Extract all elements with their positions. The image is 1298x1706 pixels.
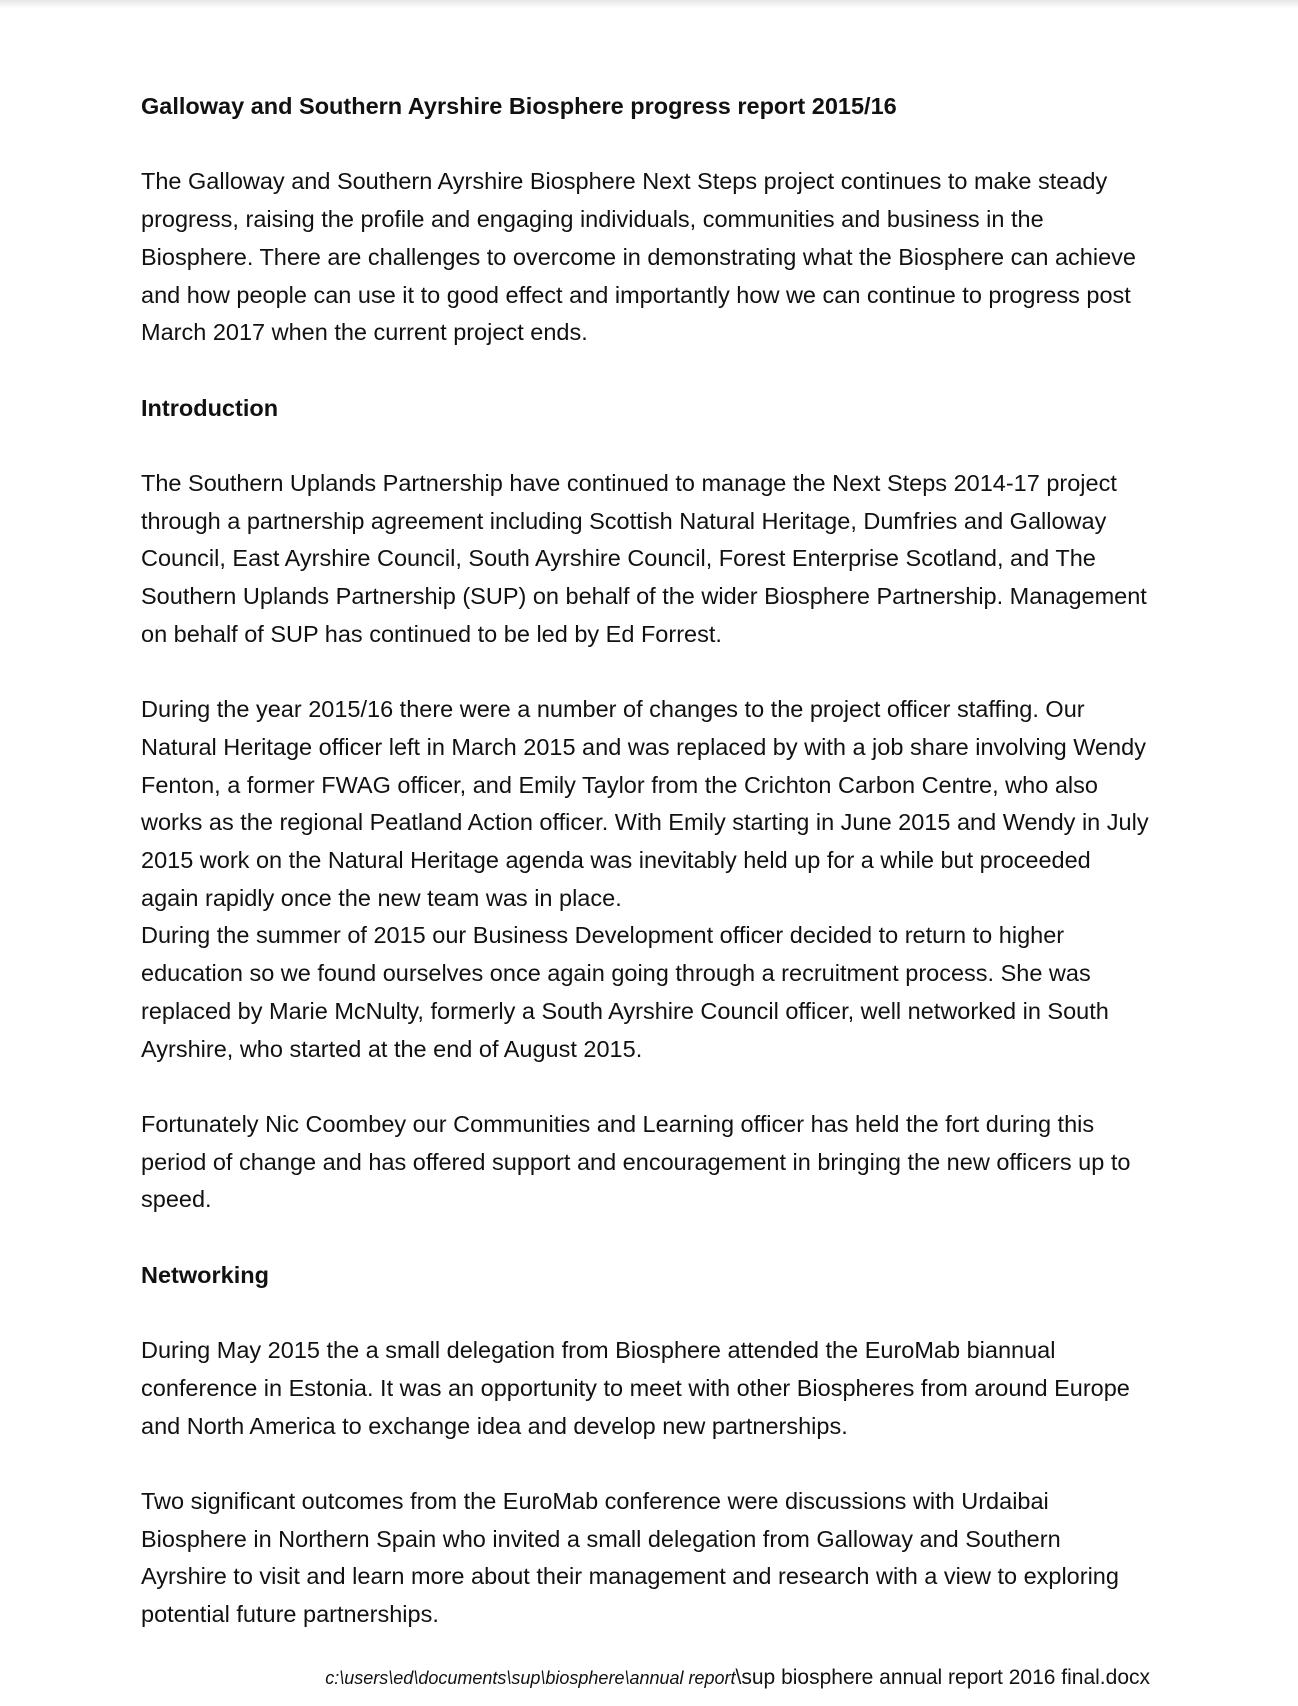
spacer bbox=[141, 1294, 1151, 1332]
section-heading-networking: Networking bbox=[141, 1261, 269, 1288]
paragraph: During the year 2015/16 there were a number of changes to the project officer staffing. Our Natural Heritage officer left in March 2015 and was replaced by with a job share involving Wendy Fenton, a former FWAG officer, and Emily Taylor from the Crichton Carbon Centre, who also works as the regional Peatland Action officer. With Emily starting in June 2015 and Wendy in July 2015 work on the Natural Heritage agenda was inevitably held up for a while but proceeded again rapidly once the new team was in place. bbox=[141, 696, 1149, 911]
spacer bbox=[141, 1445, 1151, 1483]
spacer bbox=[141, 1068, 1151, 1106]
footer-file-name: sup biosphere annual report 2016 final.docx bbox=[741, 1666, 1150, 1689]
spacer bbox=[141, 654, 1151, 692]
spacer bbox=[141, 427, 1151, 465]
page-top-edge bbox=[0, 0, 1298, 8]
paragraph: Fortunately Nic Coombey our Communities and Learning officer has held the fort during this period of change and has offered support and encouragement in bringing the new officers up to speed. bbox=[141, 1110, 1131, 1213]
footer-path-separator: \ bbox=[735, 1666, 742, 1689]
paragraph: Two significant outcomes from the EuroMab conference were discussions with Urdaibai Biosphere in Northern Spain who invited a small delegation from Galloway and Southern Ayrshire to visit and learn more about their management and research with a view to exploring potential future partnerships. bbox=[141, 1487, 1119, 1627]
document-footer bbox=[325, 1664, 1150, 1692]
spacer bbox=[141, 352, 1151, 390]
section-heading-introduction: Introduction bbox=[141, 394, 279, 421]
document-title: Galloway and Southern Ayrshire Biosphere progress report 2015/16 bbox=[141, 93, 897, 119]
paragraph: During the summer of 2015 our Business Development officer decided to return to higher education so we found ourselves once again going through a recruitment process. She was replaced by Marie McNulty, formerly a South Ayrshire Council officer, well networked in South Ayrshire, who started at the end of August 2015. bbox=[141, 922, 1109, 1062]
spacer bbox=[141, 126, 1151, 164]
document-body bbox=[141, 88, 1151, 1634]
footer-file-path: c:\users\ed\documents\sup\biosphere\annual report bbox=[325, 1668, 736, 1688]
paragraph: The Southern Uplands Partnership have continued to manage the Next Steps 2014-17 project through a partnership agreement including Scottish Natural Heritage, Dumfries and Galloway Council, East Ayrshire Council, South Ayrshire Council, Forest Enterprise Scotland, and The Southern Uplands Partnership (SUP) on behalf of the wider Biosphere Partnership. Management on behalf of SUP has continued to be led by Ed Forrest. bbox=[141, 469, 1147, 647]
paragraph: During May 2015 the a small delegation from Biosphere attended the EuroMab biannual conference in Estonia. It was an opportunity to meet with other Biospheres from around Europe and North America to exchange idea and develop new partnerships. bbox=[141, 1337, 1130, 1439]
intro-paragraph: The Galloway and Southern Ayrshire Biosphere Next Steps project continues to make steady progress, raising the profile and engaging individuals, communities and business in the Biosphere. There are challenges to overcome in demonstrating what the Biosphere can achieve and how people can use it to good effect and importantly how we can continue to progress post March 2017 when the current project ends. bbox=[141, 168, 1136, 346]
spacer bbox=[141, 1219, 1151, 1257]
